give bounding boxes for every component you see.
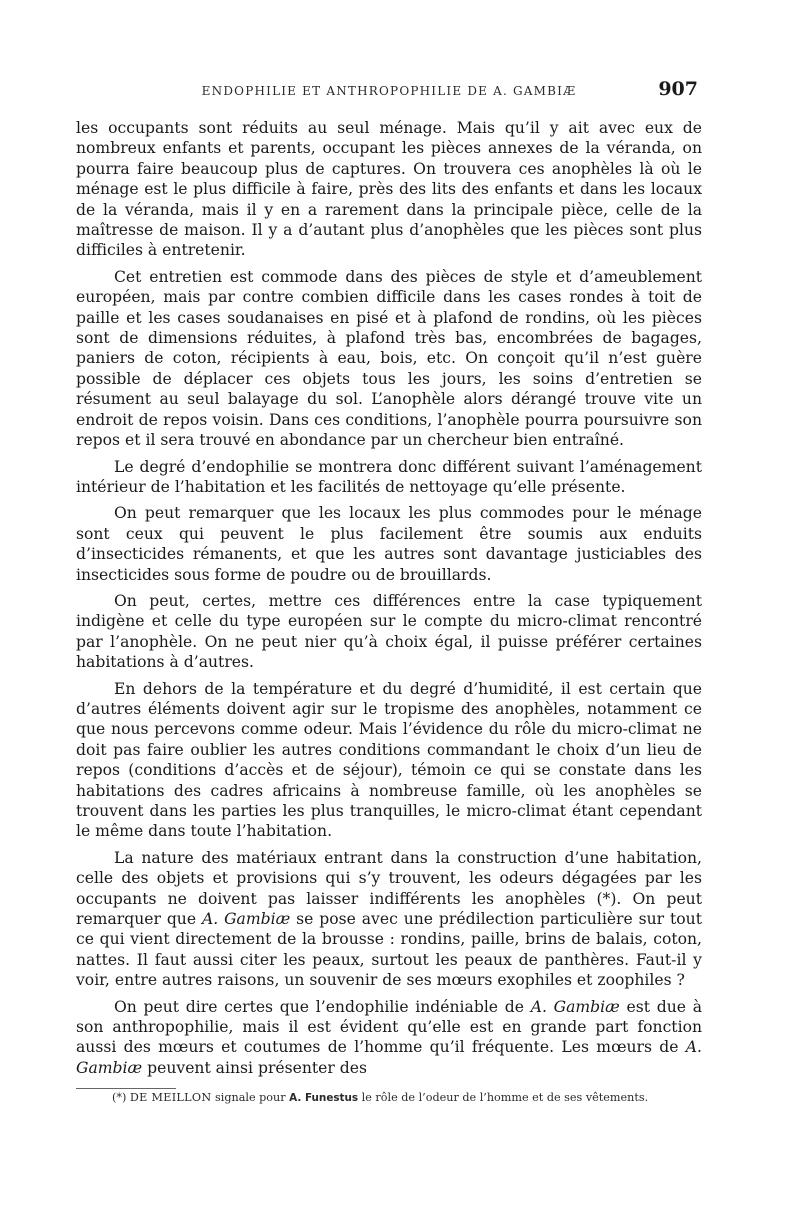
paragraph-7 xyxy=(76,848,702,991)
footnote-rule xyxy=(76,1088,176,1089)
paragraph-4: On peut remarquer que les locaux les plus commodes pour le ménage sont ceux qui peuvent le plus facilement être soumis aux enduits d’insecticides rémanents, et que les autres sont davantage justiciables des insecticides sous forme de poudre ou de brouillards. xyxy=(76,504,702,584)
footnote xyxy=(76,1091,702,1105)
paragraph-7-text-b: se pose avec une prédilection particulière sur tout ce qui vient directement de la brousse : rondins, paille, brins de balais, coton, nattes. Il faut aussi citer les peaux, surtout les peaux de panthères. Faut-il y voir, entre autres raisons, un souvenir de ses mœurs exophiles et zoophiles ? xyxy=(76,910,702,990)
body-text xyxy=(76,118,702,1078)
running-head xyxy=(76,78,702,104)
paragraph-6: En dehors de la température et du degré d’humidité, il est certain que d’autres éléments doivent agir sur le tropisme des anophèles, notamment ce que nous percevons comme odeur. Mais l’évidence du rôle du micro-climat ne doit pas faire oublier les autres conditions commandant le choix d’un lieu de repos (conditions d’accès et de séjour), témoin ce qui se constate dans les habitations des cadres africains à nombreuse famille, où les anophèles se trouvent dans les parties les plus tranquilles, le micro-climat étant cependant le même dans toute l’habitation. xyxy=(76,679,702,841)
paragraph-8-text-b: est due à son anthropophilie, mais il est évident qu’elle est en grande part fonction aussi des mœurs et coutumes de l’homme qu’il fréquente. Les mœurs de xyxy=(76,997,702,1057)
paragraph-2: Cet entretien est commode dans des pièces de style et d’ameublement européen, mais par contre combien difficile dans les cases rondes à toit de paille et les cases soudanaises en pisé et à plafond de rondins, où les pièces sont de dimensions réduites, à plafond très bas, encombrées de bagages, paniers de coton, récipients à eau, bois, etc. On conçoit qu’il n’est guère possible de déplacer ces objets tous les jours, les soins d’entretien se résument au seul balayage du sol. L’anophèle alors dérangé trouve vite un endroit de repos voisin. Dans ces conditions, l’anophèle pourra poursuivre son repos et il sera trouvé en abondance par un chercheur bien entraîné. xyxy=(76,267,702,450)
paragraph-8-text-a: On peut dire certes que l’endophilie indéniable de xyxy=(114,997,531,1016)
footnote-author: DE MEILLON xyxy=(129,1091,212,1105)
footnote-species: A. Funestus xyxy=(289,1092,359,1105)
paragraph-7-text-a: La nature des matériaux entrant dans la construction d’une habitation, celle des objets et provisions qui s’y trouvent, les odeurs dégagées par les occupants ne doivent pas laisser indifférents les anophèles (*). On peut remarquer que xyxy=(76,848,702,929)
paragraph-1: les occupants sont réduits au seul ménage. Mais qu’il y ait avec eux de nombreux enfants et parents, occupant les pièces annexes de la véranda, on pourra faire beaucoup plus de captures. On trouvera ces anophèles là où le ménage est le plus difficile à faire, près des lits des enfants et dans les locaux de la véranda, mais il y en a rarement dans la principale pièce, celle de la maîtresse de maison. Il y a d’autant plus d’anophèles que les pièces sont plus difficiles à entretenir. xyxy=(76,119,702,260)
footnote-marker: (*) xyxy=(112,1091,127,1105)
running-title: ENDOPHILIE ET ANTHROPOPHILIE DE A. GAMBIÆ xyxy=(201,84,577,98)
paragraph-3: Le degré d’endophilie se montrera donc différent suivant l’aménagement intérieur de l’habitation et les facilités de nettoyage qu’elle présente. xyxy=(76,457,702,496)
footnote-text-a: signale pour xyxy=(211,1091,290,1105)
species-name: A. Gambiæ xyxy=(530,997,620,1016)
paragraph-8 xyxy=(76,997,702,1079)
document-page xyxy=(76,78,702,1105)
species-name: A. Gambiæ xyxy=(76,1038,702,1077)
paragraph-5: On peut, certes, mettre ces différences entre la case typiquement indigène et celle du type européen sur le compte du micro-climat rencontré par l’anophèle. On ne peut nier qu’à choix égal, il puisse préférer certaines habitations à d’autres. xyxy=(76,591,702,672)
footnote-text-b: le rôle de l’odeur de l’homme et de ses vêtements. xyxy=(358,1091,649,1105)
page-number: 907 xyxy=(658,78,698,100)
species-name: A. Gambiæ xyxy=(201,910,291,929)
paragraph-8-text-c: peuvent ainsi présenter des xyxy=(142,1058,368,1077)
